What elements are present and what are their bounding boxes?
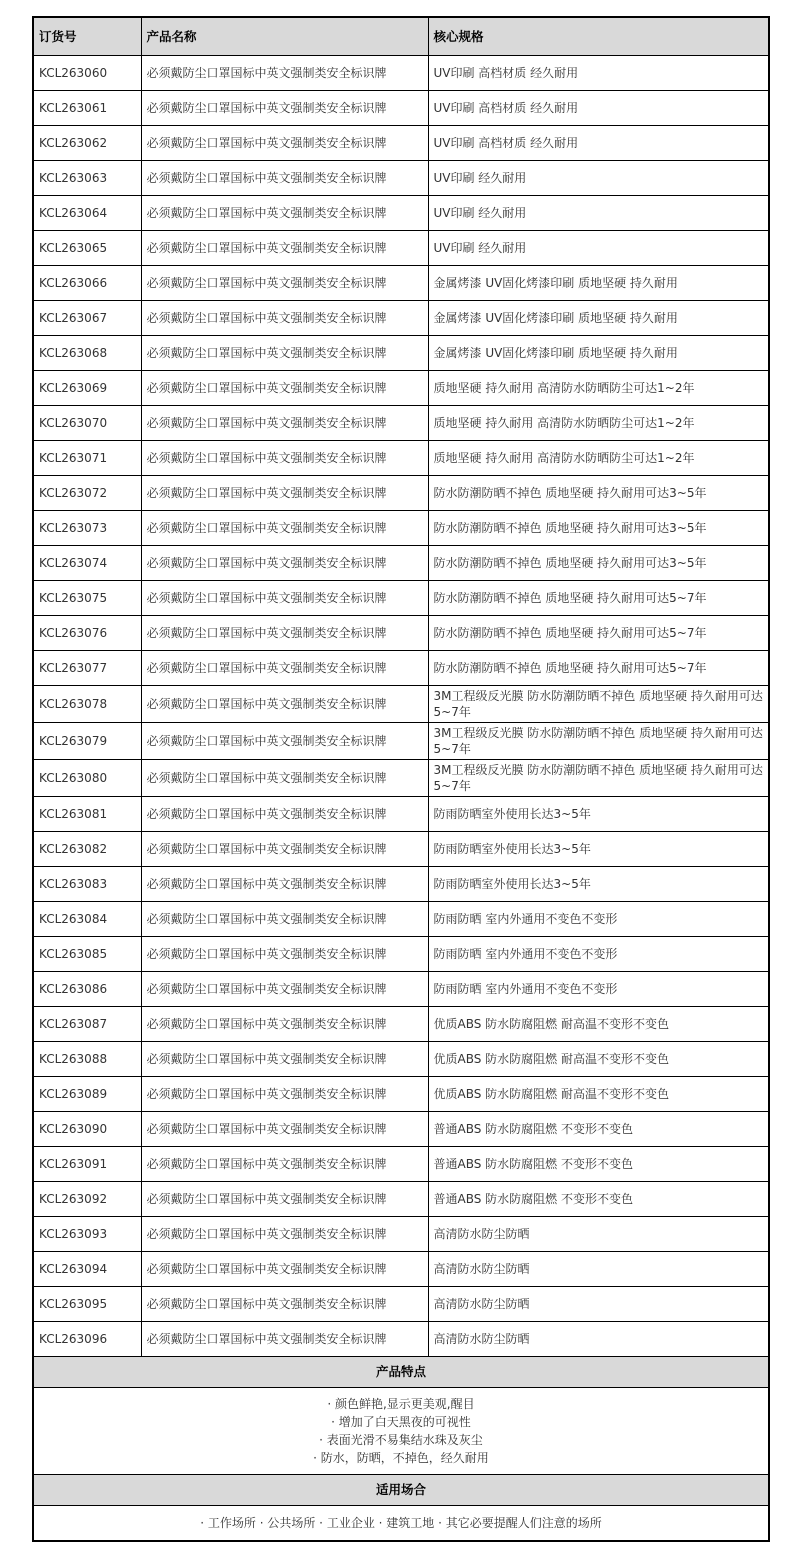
cell-product-name: 必须戴防尘口罩国标中英文强制类安全标识牌 xyxy=(141,902,428,937)
cell-sku: KCL263079 xyxy=(33,723,141,760)
cell-sku: KCL263080 xyxy=(33,760,141,797)
cell-spec: 防雨防晒室外使用长达3~5年 xyxy=(428,797,769,832)
cell-sku: KCL263092 xyxy=(33,1182,141,1217)
cell-spec: 普通ABS 防水防腐阻燃 不变形不变色 xyxy=(428,1147,769,1182)
cell-sku: KCL263078 xyxy=(33,686,141,723)
cell-product-name: 必须戴防尘口罩国标中英文强制类安全标识牌 xyxy=(141,616,428,651)
cell-sku: KCL263096 xyxy=(33,1322,141,1357)
cell-sku: KCL263076 xyxy=(33,616,141,651)
cell-spec: 防水防潮防晒不掉色 质地坚硬 持久耐用可达5~7年 xyxy=(428,581,769,616)
table-row xyxy=(33,476,769,511)
cell-sku: KCL263066 xyxy=(33,266,141,301)
table-row xyxy=(33,301,769,336)
scenarios-content-row xyxy=(33,1506,769,1542)
cell-sku: KCL263091 xyxy=(33,1147,141,1182)
cell-sku: KCL263060 xyxy=(33,56,141,91)
cell-sku: KCL263090 xyxy=(33,1112,141,1147)
cell-sku: KCL263064 xyxy=(33,196,141,231)
cell-spec: 高清防水防尘防晒 xyxy=(428,1322,769,1357)
cell-spec: 3M工程级反光膜 防水防潮防晒不掉色 质地坚硬 持久耐用可达5~7年 xyxy=(428,760,769,797)
cell-sku: KCL263093 xyxy=(33,1217,141,1252)
cell-sku: KCL263077 xyxy=(33,651,141,686)
table-row xyxy=(33,867,769,902)
column-header-sku: 订货号 xyxy=(33,17,141,56)
cell-product-name: 必须戴防尘口罩国标中英文强制类安全标识牌 xyxy=(141,1322,428,1357)
cell-spec: UV印刷 经久耐用 xyxy=(428,231,769,266)
product-spec-table xyxy=(32,16,770,1542)
table-row xyxy=(33,1322,769,1357)
cell-spec: 质地坚硬 持久耐用 高清防水防晒防尘可达1~2年 xyxy=(428,371,769,406)
cell-sku: KCL263067 xyxy=(33,301,141,336)
cell-spec: 防水防潮防晒不掉色 质地坚硬 持久耐用可达3~5年 xyxy=(428,511,769,546)
cell-product-name: 必须戴防尘口罩国标中英文强制类安全标识牌 xyxy=(141,301,428,336)
cell-sku: KCL263089 xyxy=(33,1077,141,1112)
cell-spec: 优质ABS 防水防腐阻燃 耐高温不变形不变色 xyxy=(428,1077,769,1112)
cell-product-name: 必须戴防尘口罩国标中英文强制类安全标识牌 xyxy=(141,406,428,441)
table-row xyxy=(33,1077,769,1112)
table-row xyxy=(33,91,769,126)
cell-product-name: 必须戴防尘口罩国标中英文强制类安全标识牌 xyxy=(141,1007,428,1042)
cell-spec: 质地坚硬 持久耐用 高清防水防晒防尘可达1~2年 xyxy=(428,441,769,476)
cell-spec: 高清防水防尘防晒 xyxy=(428,1217,769,1252)
table-row xyxy=(33,832,769,867)
table-row xyxy=(33,196,769,231)
cell-spec: 防水防潮防晒不掉色 质地坚硬 持久耐用可达5~7年 xyxy=(428,616,769,651)
cell-product-name: 必须戴防尘口罩国标中英文强制类安全标识牌 xyxy=(141,266,428,301)
cell-product-name: 必须戴防尘口罩国标中英文强制类安全标识牌 xyxy=(141,1182,428,1217)
table-row xyxy=(33,511,769,546)
cell-product-name: 必须戴防尘口罩国标中英文强制类安全标识牌 xyxy=(141,723,428,760)
cell-product-name: 必须戴防尘口罩国标中英文强制类安全标识牌 xyxy=(141,867,428,902)
table-row xyxy=(33,231,769,266)
cell-spec: UV印刷 高档材质 经久耐用 xyxy=(428,56,769,91)
table-row xyxy=(33,581,769,616)
cell-product-name: 必须戴防尘口罩国标中英文强制类安全标识牌 xyxy=(141,1217,428,1252)
cell-sku: KCL263061 xyxy=(33,91,141,126)
table-row xyxy=(33,902,769,937)
cell-spec: 防雨防晒 室内外通用不变色不变形 xyxy=(428,937,769,972)
cell-sku: KCL263062 xyxy=(33,126,141,161)
cell-spec: 优质ABS 防水防腐阻燃 耐高温不变形不变色 xyxy=(428,1007,769,1042)
cell-spec: 防雨防晒室外使用长达3~5年 xyxy=(428,867,769,902)
cell-product-name: 必须戴防尘口罩国标中英文强制类安全标识牌 xyxy=(141,231,428,266)
cell-spec: 3M工程级反光膜 防水防潮防晒不掉色 质地坚硬 持久耐用可达5~7年 xyxy=(428,723,769,760)
cell-spec: 优质ABS 防水防腐阻燃 耐高温不变形不变色 xyxy=(428,1042,769,1077)
cell-product-name: 必须戴防尘口罩国标中英文强制类安全标识牌 xyxy=(141,1252,428,1287)
cell-sku: KCL263095 xyxy=(33,1287,141,1322)
cell-spec: UV印刷 经久耐用 xyxy=(428,196,769,231)
features-header-row xyxy=(33,1357,769,1388)
cell-sku: KCL263085 xyxy=(33,937,141,972)
cell-sku: KCL263068 xyxy=(33,336,141,371)
scenarios-header-row xyxy=(33,1475,769,1506)
table-row xyxy=(33,126,769,161)
cell-sku: KCL263073 xyxy=(33,511,141,546)
table-row xyxy=(33,161,769,196)
cell-product-name: 必须戴防尘口罩国标中英文强制类安全标识牌 xyxy=(141,832,428,867)
table-row xyxy=(33,1182,769,1217)
cell-sku: KCL263082 xyxy=(33,832,141,867)
table-row xyxy=(33,371,769,406)
cell-spec: 防水防潮防晒不掉色 质地坚硬 持久耐用可达5~7年 xyxy=(428,651,769,686)
table-row xyxy=(33,616,769,651)
cell-sku: KCL263094 xyxy=(33,1252,141,1287)
cell-product-name: 必须戴防尘口罩国标中英文强制类安全标识牌 xyxy=(141,651,428,686)
table-row xyxy=(33,972,769,1007)
cell-spec: 防雨防晒室外使用长达3~5年 xyxy=(428,832,769,867)
cell-spec: 高清防水防尘防晒 xyxy=(428,1252,769,1287)
cell-product-name: 必须戴防尘口罩国标中英文强制类安全标识牌 xyxy=(141,336,428,371)
cell-product-name: 必须戴防尘口罩国标中英文强制类安全标识牌 xyxy=(141,56,428,91)
cell-product-name: 必须戴防尘口罩国标中英文强制类安全标识牌 xyxy=(141,476,428,511)
table-row xyxy=(33,56,769,91)
cell-sku: KCL263075 xyxy=(33,581,141,616)
cell-sku: KCL263087 xyxy=(33,1007,141,1042)
table-row xyxy=(33,1042,769,1077)
cell-product-name: 必须戴防尘口罩国标中英文强制类安全标识牌 xyxy=(141,546,428,581)
cell-spec: 金属烤漆 UV固化烤漆印刷 质地坚硬 持久耐用 xyxy=(428,336,769,371)
cell-product-name: 必须戴防尘口罩国标中英文强制类安全标识牌 xyxy=(141,1042,428,1077)
cell-sku: KCL263072 xyxy=(33,476,141,511)
table-row xyxy=(33,336,769,371)
table-row xyxy=(33,937,769,972)
feature-item: · 防水，防晒，不掉色，经久耐用 xyxy=(313,1451,489,1465)
feature-item: · 增加了白天黑夜的可视性 xyxy=(331,1415,471,1429)
cell-product-name: 必须戴防尘口罩国标中英文强制类安全标识牌 xyxy=(141,581,428,616)
table-row xyxy=(33,1147,769,1182)
cell-product-name: 必须戴防尘口罩国标中英文强制类安全标识牌 xyxy=(141,1077,428,1112)
cell-sku: KCL263069 xyxy=(33,371,141,406)
cell-product-name: 必须戴防尘口罩国标中英文强制类安全标识牌 xyxy=(141,972,428,1007)
table-row xyxy=(33,1252,769,1287)
table-row xyxy=(33,1217,769,1252)
cell-spec: 防雨防晒 室内外通用不变色不变形 xyxy=(428,972,769,1007)
cell-product-name: 必须戴防尘口罩国标中英文强制类安全标识牌 xyxy=(141,1112,428,1147)
cell-spec: 防雨防晒 室内外通用不变色不变形 xyxy=(428,902,769,937)
table-row xyxy=(33,266,769,301)
cell-spec: 金属烤漆 UV固化烤漆印刷 质地坚硬 持久耐用 xyxy=(428,301,769,336)
features-list xyxy=(33,1388,769,1475)
cell-spec: 防水防潮防晒不掉色 质地坚硬 持久耐用可达3~5年 xyxy=(428,546,769,581)
feature-item: · 表面光滑不易集结水珠及灰尘 xyxy=(319,1433,483,1447)
cell-product-name: 必须戴防尘口罩国标中英文强制类安全标识牌 xyxy=(141,686,428,723)
cell-sku: KCL263070 xyxy=(33,406,141,441)
cell-sku: KCL263065 xyxy=(33,231,141,266)
cell-product-name: 必须戴防尘口罩国标中英文强制类安全标识牌 xyxy=(141,441,428,476)
cell-product-name: 必须戴防尘口罩国标中英文强制类安全标识牌 xyxy=(141,511,428,546)
scenarios-text: · 工作场所 · 公共场所 · 工业企业 · 建筑工地 · 其它必要提醒人们注意的场所 xyxy=(33,1506,769,1542)
table-row xyxy=(33,546,769,581)
cell-product-name: 必须戴防尘口罩国标中英文强制类安全标识牌 xyxy=(141,937,428,972)
table-row xyxy=(33,797,769,832)
scenarios-section-title: 适用场合 xyxy=(33,1475,769,1506)
table-row xyxy=(33,760,769,797)
cell-spec: 普通ABS 防水防腐阻燃 不变形不变色 xyxy=(428,1112,769,1147)
table-row xyxy=(33,1007,769,1042)
cell-product-name: 必须戴防尘口罩国标中英文强制类安全标识牌 xyxy=(141,1147,428,1182)
table-header-row xyxy=(33,17,769,56)
table-footer-sections xyxy=(33,1357,769,1542)
cell-product-name: 必须戴防尘口罩国标中英文强制类安全标识牌 xyxy=(141,126,428,161)
table-row xyxy=(33,686,769,723)
cell-spec: 金属烤漆 UV固化烤漆印刷 质地坚硬 持久耐用 xyxy=(428,266,769,301)
feature-item: · 颜色鲜艳,显示更美观,醒目 xyxy=(327,1397,475,1411)
cell-sku: KCL263083 xyxy=(33,867,141,902)
cell-product-name: 必须戴防尘口罩国标中英文强制类安全标识牌 xyxy=(141,161,428,196)
cell-spec: 普通ABS 防水防腐阻燃 不变形不变色 xyxy=(428,1182,769,1217)
table-row xyxy=(33,723,769,760)
cell-product-name: 必须戴防尘口罩国标中英文强制类安全标识牌 xyxy=(141,91,428,126)
cell-sku: KCL263063 xyxy=(33,161,141,196)
column-header-spec: 核心规格 xyxy=(428,17,769,56)
table-row xyxy=(33,441,769,476)
cell-sku: KCL263081 xyxy=(33,797,141,832)
table-row xyxy=(33,1287,769,1322)
table-row xyxy=(33,406,769,441)
cell-product-name: 必须戴防尘口罩国标中英文强制类安全标识牌 xyxy=(141,196,428,231)
cell-spec: UV印刷 高档材质 经久耐用 xyxy=(428,126,769,161)
cell-sku: KCL263074 xyxy=(33,546,141,581)
column-header-name: 产品名称 xyxy=(141,17,428,56)
cell-sku: KCL263071 xyxy=(33,441,141,476)
product-table-body xyxy=(33,56,769,1357)
cell-spec: UV印刷 高档材质 经久耐用 xyxy=(428,91,769,126)
cell-product-name: 必须戴防尘口罩国标中英文强制类安全标识牌 xyxy=(141,760,428,797)
cell-product-name: 必须戴防尘口罩国标中英文强制类安全标识牌 xyxy=(141,1287,428,1322)
cell-sku: KCL263086 xyxy=(33,972,141,1007)
features-content-row xyxy=(33,1388,769,1475)
cell-spec: UV印刷 经久耐用 xyxy=(428,161,769,196)
cell-spec: 质地坚硬 持久耐用 高清防水防晒防尘可达1~2年 xyxy=(428,406,769,441)
features-section-title: 产品特点 xyxy=(33,1357,769,1388)
cell-product-name: 必须戴防尘口罩国标中英文强制类安全标识牌 xyxy=(141,371,428,406)
cell-product-name: 必须戴防尘口罩国标中英文强制类安全标识牌 xyxy=(141,797,428,832)
table-row xyxy=(33,1112,769,1147)
table-row xyxy=(33,651,769,686)
cell-sku: KCL263088 xyxy=(33,1042,141,1077)
cell-spec: 高清防水防尘防晒 xyxy=(428,1287,769,1322)
cell-spec: 3M工程级反光膜 防水防潮防晒不掉色 质地坚硬 持久耐用可达5~7年 xyxy=(428,686,769,723)
cell-sku: KCL263084 xyxy=(33,902,141,937)
cell-spec: 防水防潮防晒不掉色 质地坚硬 持久耐用可达3~5年 xyxy=(428,476,769,511)
